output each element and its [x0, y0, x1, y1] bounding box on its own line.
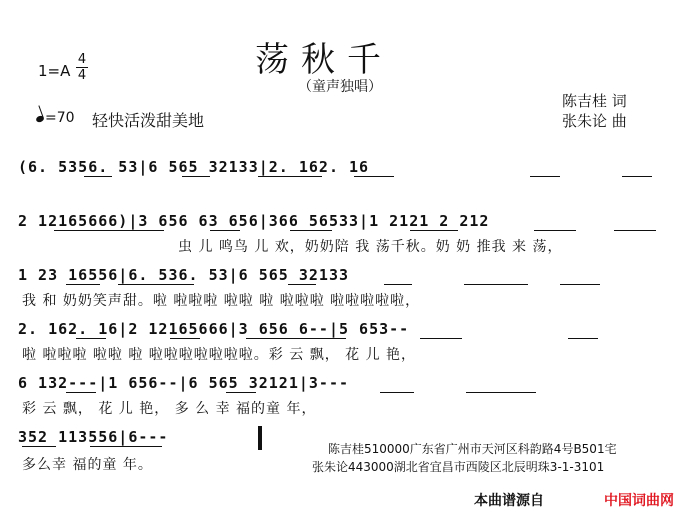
- site-name: 中国词曲网: [604, 493, 674, 509]
- score-row-2: 2 12165666)|3 656 63 656|366 56533|1 2121 2 212: [18, 212, 490, 230]
- beam: [170, 338, 200, 339]
- time-signature: [76, 52, 88, 83]
- song-subtitle: （童声独唱）: [298, 79, 382, 95]
- time-signature-bottom: 4: [77, 68, 87, 83]
- beam: [182, 176, 210, 177]
- beam: [210, 230, 240, 231]
- lyric-line-6: 多么幸 福的童 年。: [22, 457, 153, 473]
- lyric-line-3: 我 和 奶奶笑声甜。啦 啦啦啦 啦啦 啦 啦啦啦 啦啦啦啦啦，: [22, 293, 421, 309]
- beam: [560, 284, 600, 285]
- beam: [66, 392, 96, 393]
- expression-marking: 轻快活泼甜美地: [92, 111, 205, 130]
- beam: [410, 230, 458, 231]
- key-signature: 1=A: [38, 62, 71, 80]
- score-row-6: 352 113556|6---: [18, 428, 169, 446]
- beam: [288, 284, 316, 285]
- time-signature-top: 4: [77, 52, 87, 67]
- composer-credit: 张朱论 曲: [562, 112, 627, 130]
- beam: [568, 338, 598, 339]
- beam: [76, 338, 106, 339]
- score-row-3: 1 23 16556|6. 536. 53|6 565 32133: [18, 266, 350, 284]
- beam: [614, 230, 656, 231]
- beam: [258, 176, 322, 177]
- score-row-4: 2. 162. 16|2 12165666|3 656 6--|5 653--: [18, 320, 410, 338]
- source-label: 本曲谱源自: [474, 493, 544, 509]
- beam: [246, 338, 346, 339]
- lyricist-credit: 陈吉桂 词: [562, 92, 627, 110]
- lyric-line-5: 彩 云 飘， 花 儿 艳， 多 么 幸 福的童 年，: [22, 401, 317, 417]
- score-row-5: 6 132---|1 656--|6 565 32121|3---: [18, 374, 350, 392]
- beam: [84, 176, 112, 177]
- beam: [354, 176, 394, 177]
- beam: [226, 392, 256, 393]
- composer-address: 张朱论443000湖北省宜昌市西陵区北辰明珠3-1-3101: [312, 460, 605, 474]
- beam: [464, 284, 528, 285]
- beam: [384, 284, 412, 285]
- song-title: 荡秋千: [255, 40, 393, 80]
- score-row-1: (6. 5356. 53|6 565 32133|2. 162. 16: [18, 158, 370, 176]
- beam: [22, 446, 56, 447]
- tempo-value: =70: [45, 110, 75, 126]
- beam: [66, 284, 100, 285]
- lyricist-address: 陈吉桂510000广东省广州市天河区科韵路4号B501宅: [328, 442, 617, 456]
- beam: [534, 230, 576, 231]
- beam: [420, 338, 462, 339]
- beam: [380, 392, 414, 393]
- beam: [622, 176, 652, 177]
- beam: [54, 230, 164, 231]
- beam: [466, 392, 536, 393]
- final-barline: [258, 426, 262, 450]
- lyric-line-4: 啦 啦啦啦 啦啦 啦 啦啦啦啦啦啦啦。彩 云 飘， 花 儿 艳，: [22, 347, 417, 363]
- tempo-marking: [36, 110, 75, 126]
- beam: [290, 230, 332, 231]
- beam: [90, 446, 162, 447]
- beam: [530, 176, 560, 177]
- quarter-note-icon: [35, 115, 45, 123]
- lyric-line-2: 虫 儿 鸣鸟 儿 欢，奶奶陪 我 荡千秋。奶 奶 推我 来 荡，: [178, 239, 563, 255]
- beam: [118, 284, 194, 285]
